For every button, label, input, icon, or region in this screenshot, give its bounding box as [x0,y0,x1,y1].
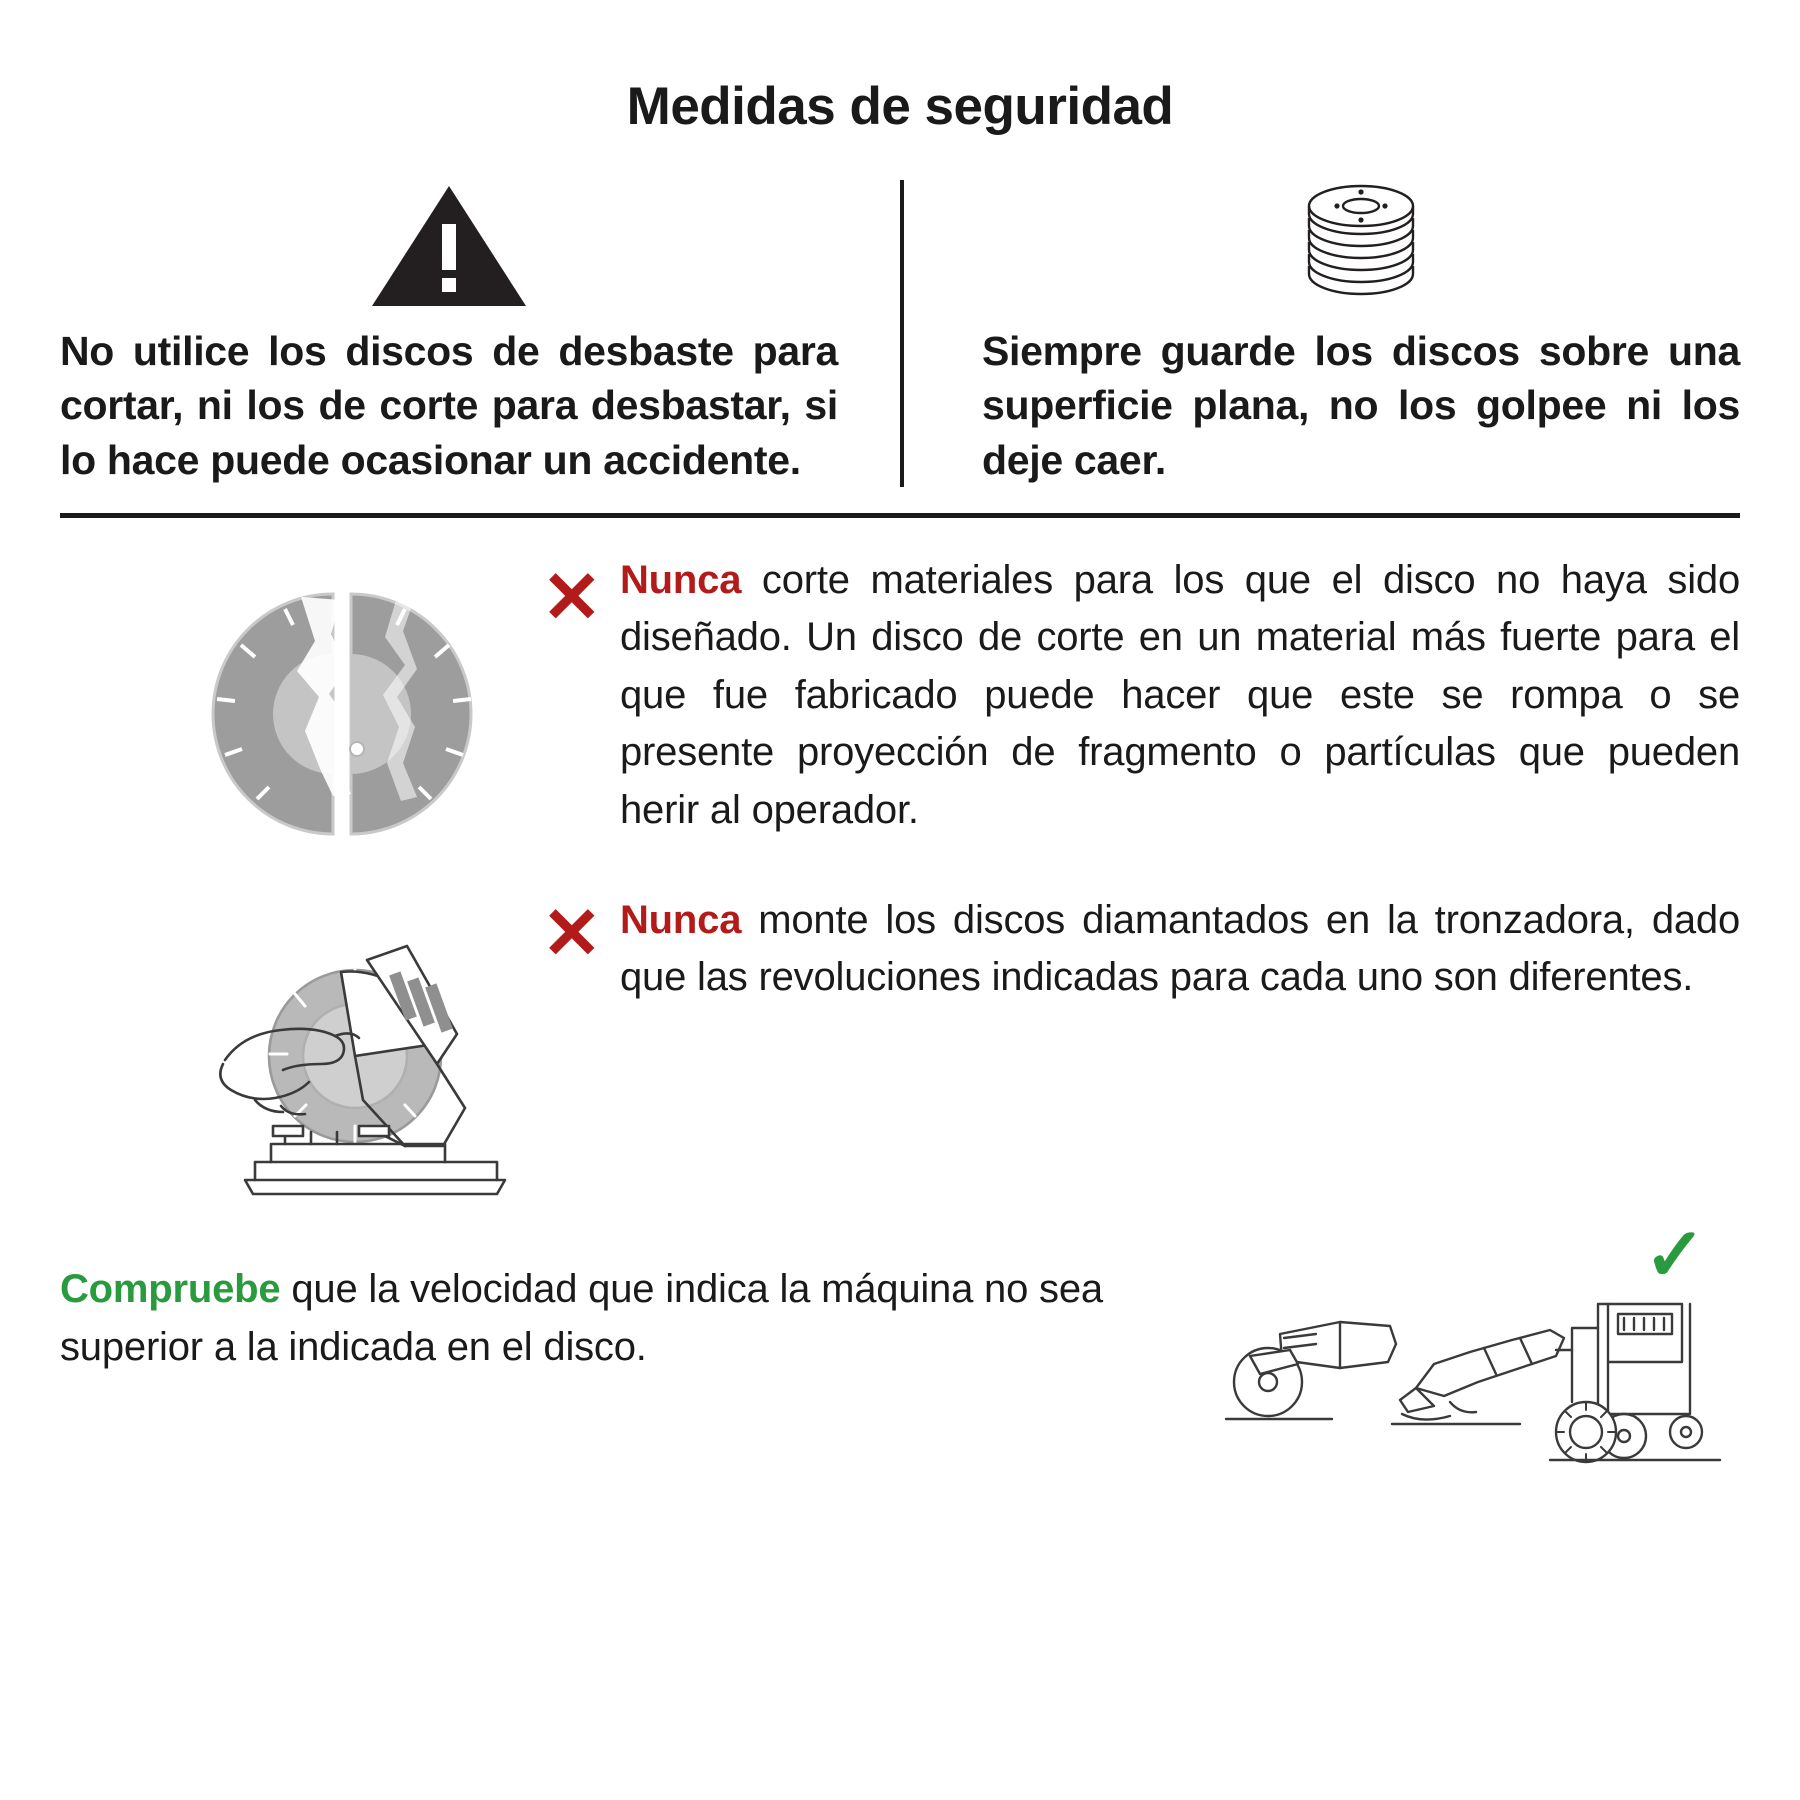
keyword-compruebe: Compruebe [60,1266,281,1311]
cross-mark-icon: ✕ [541,893,602,974]
section-divider [60,513,1740,518]
keyword-nunca-1: Nunca [620,557,742,602]
top-warning-right-text: Siempre guarde los discos sobre una superficie plana, no los golpee ni los deje caer. [982,328,1740,483]
check-speed-body: que la velocidad que indica la máquina no sea superior a la indicada en el disco. [60,1266,1103,1369]
warning-row-1-body: corte materiales para los que el disco no haya sido diseñado. Un disco de corte en un material más fuerte para el que fue fabricado puede hacer que este se rompa o se presente proyección de fragmento o partículas que pueden herir al operador. [620,557,1740,832]
page-title: Medidas de seguridad [626,77,1174,136]
top-warnings-block [60,180,1740,486]
top-warning-left-text: No utilice los discos de desbaste para cortar, ni los de corte para desbastar, si lo hace puede ocasionar un accidente. [60,328,838,483]
broken-diamond-blade-icon [60,544,620,874]
check-mark-icon: ✓ [1643,1212,1706,1296]
top-warning-left [60,180,900,486]
stacked-discs-icon [982,180,1740,310]
warning-row-1-text [620,544,1740,840]
check-speed-block [60,1212,1740,1456]
check-speed-text [60,1236,1220,1376]
top-warning-right [900,180,1740,486]
warning-row-broken-blade [60,544,1740,874]
chop-saw-icon [60,884,620,1214]
warning-row-2-body: monte los discos diamantados en la tronzadora, dado que las revoluciones indicadas para cada uno son diferentes. [620,897,1740,1000]
keyword-nunca-2: Nunca [620,897,742,942]
machines-figure [1220,1212,1740,1456]
warning-row-2-text [620,884,1740,1007]
warning-row-chop-saw [60,884,1740,1214]
warning-triangle-icon [60,180,838,310]
cross-mark-icon: ✕ [541,557,602,638]
